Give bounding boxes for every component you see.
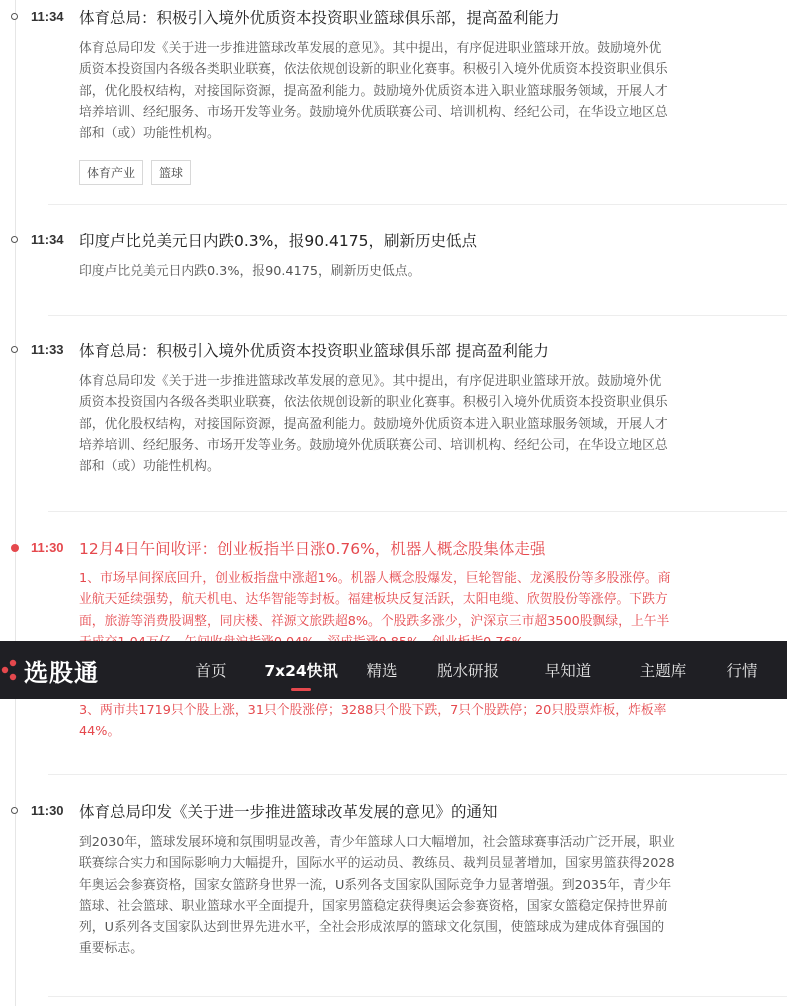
nav-item-market[interactable]: 行情 [726, 662, 758, 680]
nav-menu [176, 641, 766, 699]
divider [48, 511, 787, 512]
nav-item-themes[interactable]: 主题库 [639, 662, 687, 680]
divider [48, 204, 787, 205]
news-body: 体育总局印发《关于进一步推进篮球改革发展的意见》。其中提出，有序促进职业篮球开放。鼓励境外优 质资本投资国内各级各类职业联赛，依法依规创设新的职业化赛事。积极引入境外优质资本投资职业俱乐 部，优化股权结构，对接国际资源，提高盈利能力。鼓励境外优质资本进入职业篮球服务领域，开展人才 培养培训、经纪服务、市场开发等业务。鼓励境外优质联赛公司、培训机构、经纪公司，在华设立地区总 部和（或）功能性机构。 [79, 41, 668, 142]
news-title[interactable]: 体育总局：积极引入境外优质资本投资职业篮球俱乐部，提高盈利能力 [79, 9, 560, 27]
tag-list [79, 160, 191, 185]
timeline-dot [11, 13, 18, 20]
divider [48, 996, 787, 997]
top-navbar [0, 641, 787, 699]
divider [48, 315, 787, 316]
nav-item-morning-brief[interactable]: 早知道 [544, 662, 592, 680]
logo-icon [0, 657, 20, 683]
logo[interactable] [0, 641, 160, 699]
news-body-continued: 3、两市共1719只个股上涨，31只个股涨停；3288只个股下跌，7只个股跌停；20只股票炸板，炸板率 44%。 [79, 703, 667, 740]
news-title[interactable]: 印度卢比兑美元日内跌0.3%，报90.4175，刷新历史低点 [79, 232, 477, 250]
tag-sports-industry[interactable]: 体育产业 [79, 160, 143, 185]
timeline-dot [11, 236, 18, 243]
timeline-dot [11, 346, 18, 353]
news-body: 1、市场早间探底回升，创业板指盘中涨超1%。机器人概念股爆发，巨轮智能、龙溪股份等多股涨停。商 业航天延续强势，航天机电、达华智能等封板。福建板块反复活跃，太阳电缆、欣贺股份等涨停。下跌方 面，旅游等消费股调整，同庆楼、祥源文旅跌超8%。个股跌多涨少，沪深京三市超3500股飘绿，上午半 [79, 571, 671, 629]
logo-text: 选股通 [24, 658, 99, 687]
timeline-line [15, 0, 16, 1006]
news-body: 印度卢比兑美元日内跌0.3%，报90.4175，刷新历史低点。 [79, 264, 421, 279]
news-title[interactable]: 12月4日午间收评：创业板指半日涨0.76%，机器人概念股集体走强 [79, 540, 546, 558]
news-time: 11:34 [31, 9, 64, 24]
nav-item-featured[interactable]: 精选 [366, 662, 398, 680]
nav-item-research[interactable]: 脱水研报 [436, 662, 499, 680]
news-body: 到2030年，篮球发展环境和氛围明显改善，青少年篮球人口大幅增加，社会篮球赛事活动广泛开展，职业 联赛综合实力和国际影响力大幅提升，国际水平的运动员、教练员、裁判员显著增加，国家男篮获得2028 年奥运会参赛资格，国家女篮跻身世界一流，U系列各支国家队国际竞争力显著增强。到2035年，青少年 篮球、社会篮球、职业篮球水平全面提升，国家男篮稳定获得奥运会参赛资格，国家女篮稳定保持世界前 列，U系列各支国家队达到世界先进水平，全社会形成浓厚的篮球文化氛围，使篮球成为建成体育强国的 重要标志。 [79, 835, 675, 957]
tag-basketball[interactable]: 篮球 [151, 160, 191, 185]
timeline-dot [11, 807, 18, 814]
news-body: 体育总局印发《关于进一步推进篮球改革发展的意见》。其中提出，有序促进职业篮球开放。鼓励境外优 质资本投资国内各级各类职业联赛，依法依规创设新的职业化赛事。积极引入境外优质资本投资职业俱乐 部，优化股权结构，对接国际资源，提高盈利能力。鼓励境外优质资本进入职业篮球服务领域，开展人才 培养培训、经纪服务、市场开发等业务。鼓励境外优质联赛公司、培训机构、经纪公司，在华设立地区总 部和（或）功能性机构。 [79, 374, 668, 475]
timeline-dot-highlight [11, 544, 19, 552]
news-time: 11:33 [31, 342, 64, 357]
news-time: 11:34 [31, 232, 64, 247]
news-title[interactable]: 体育总局印发《关于进一步推进篮球改革发展的意见》的通知 [79, 803, 498, 821]
news-time: 11:30 [31, 803, 64, 818]
nav-item-home[interactable]: 首页 [195, 662, 227, 680]
news-title[interactable]: 体育总局：积极引入境外优质资本投资职业篮球俱乐部 提高盈利能力 [79, 342, 549, 360]
divider [48, 774, 787, 775]
news-time: 11:30 [31, 540, 64, 555]
nav-item-7x24[interactable]: 7x24快讯 [246, 641, 356, 699]
